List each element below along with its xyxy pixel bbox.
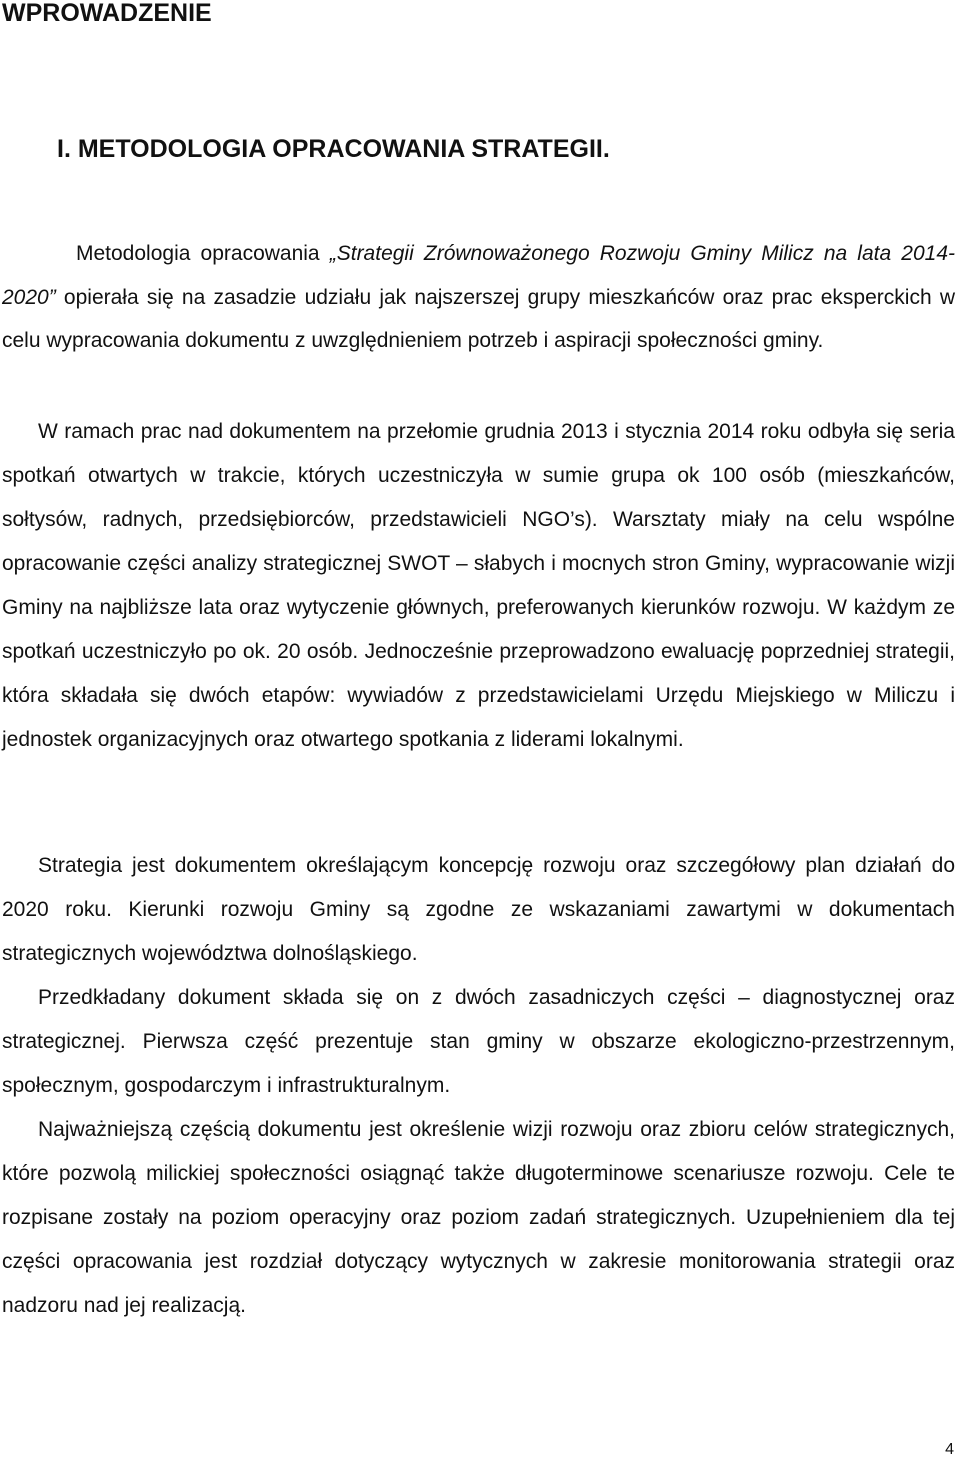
paragraph-text: W ramach prac nad dokumentem na przełomie grudnia 2013 i stycznia 2014 roku odbyła się seria spotkań otwartych w trakcie, których uczestniczyła w sumie grupa ok 100 osób (mieszkańców, sołtysów, radnych, przedsiębiorców, przedstawicieli NGO’s). Warsztaty miały na celu wspólne opracowanie części analizy strategicznej SWOT – słabych i mocnych stron Gminy, wypracowanie wizji Gminy na najbliższe lata oraz wytyczenie głównych, preferowanych kierunków rozwoju. W każdym ze spotkań uczestniczyło po ok. 20 osób. Jednocześnie przeprowadzono ewaluację poprzedniej strategii, która składała się dwóch etapów: wywiadów z przedstawicielami Urzędu Miejskiego w Miliczu i jednostek organizacyjnych oraz otwartego spotkania z liderami lokalnymi. — [2, 420, 955, 751]
paragraph-methodology — [2, 232, 955, 363]
paragraph-text-end: opierała się na zasadzie udziału jak najszerszej grupy mieszkańców oraz prac eksperckich w celu wypracowania dokumentu z uwzględnieniem potrzeb i aspiracji społeczności gminy. — [2, 285, 955, 352]
paragraph-document-structure — [2, 976, 955, 1108]
paragraph-strategy-definition — [2, 844, 955, 976]
strategy-title-italic: „Strategii Zrównoważonego Rozwoju Gminy Milicz na lata 2014-2020” — [2, 242, 955, 309]
paragraph-text: Strategia jest dokumentem określającym koncepcję rozwoju oraz szczegółowy plan działań do 2020 roku. Kierunki rozwoju Gminy są zgodne ze wskazaniami zawartymi w dokumentach strategicznych województwa dolnośląskiego. — [2, 854, 955, 965]
paragraph-text: Przedkładany dokument składa się on z dwóch zasadniczych części – diagnostycznej oraz strategicznej. Pierwsza część prezentuje stan gminy w obszarze ekologiczno-przestrzennym, społecznym, gospodarczym i infrastrukturalnym. — [2, 986, 955, 1097]
paragraph-vision-goals — [2, 1108, 955, 1328]
page-number: 4 — [945, 1441, 954, 1458]
section-heading: I. METODOLOGIA OPRACOWANIA STRATEGII. — [57, 135, 610, 163]
paragraph-text: Najważniejszą częścią dokumentu jest określenie wizji rozwoju oraz zbioru celów strategicznych, które pozwolą milickiej społeczności osiągnąć także długoterminowe scenariusze rozwoju. Cele te rozpisane zostały na poziom operacyjny oraz poziom zadań strategicznych. Uzupełnieniem dla tej części opracowania jest rozdział dotyczący wytycznych w zakresie monitorowania strategii oraz nadzoru nad jej realizacją. — [2, 1118, 955, 1317]
paragraph-workshops — [2, 410, 955, 762]
paragraph-text-start: Metodologia opracowania — [76, 242, 330, 265]
document-title: WPROWADZENIE — [2, 0, 212, 27]
